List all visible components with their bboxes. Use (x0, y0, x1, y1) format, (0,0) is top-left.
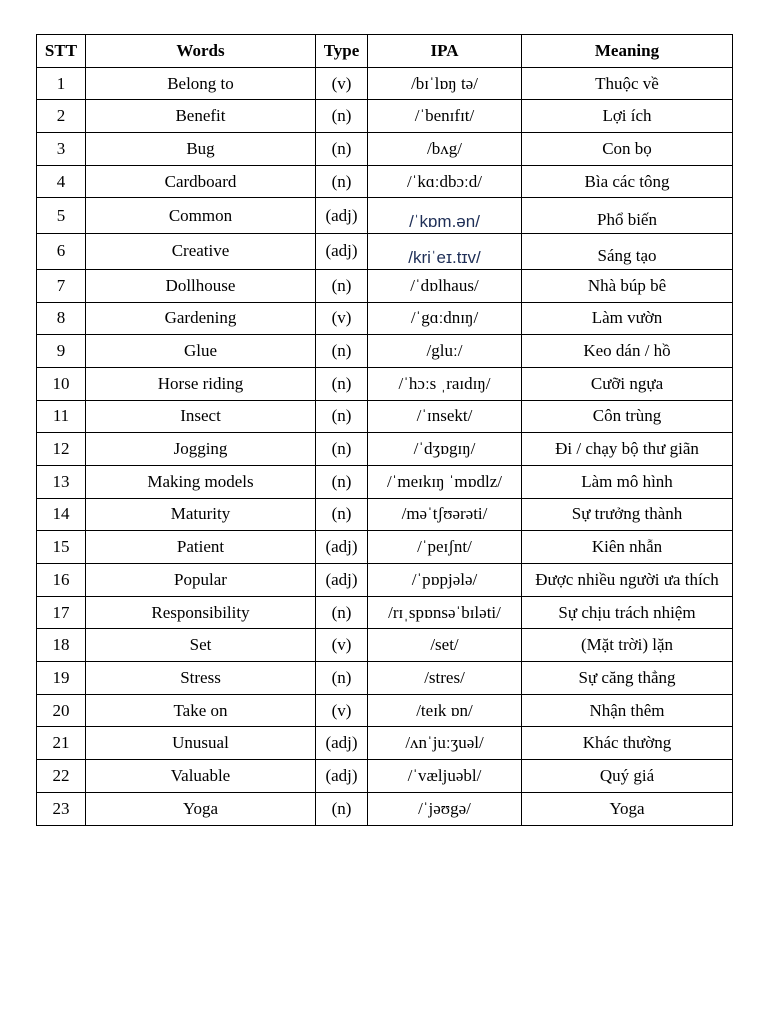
cell-type: (adj) (316, 564, 368, 597)
cell-meaning: Kiên nhẫn (522, 531, 733, 564)
cell-stt: 19 (37, 662, 86, 695)
cell-type: (adj) (316, 727, 368, 760)
table-row (37, 335, 733, 368)
cell-stt: 11 (37, 400, 86, 433)
cell-stt: 13 (37, 465, 86, 498)
cell-stt: 14 (37, 498, 86, 531)
cell-meaning: Quý giá (522, 760, 733, 793)
cell-ipa: /ˈmeɪkɪŋ ˈmɒdlz/ (368, 465, 522, 498)
cell-meaning: Nhận thêm (522, 694, 733, 727)
table-row (37, 531, 733, 564)
cell-type: (n) (316, 367, 368, 400)
cell-stt: 23 (37, 792, 86, 825)
cell-meaning: Bìa các tông (522, 165, 733, 198)
cell-word: Horse riding (86, 367, 316, 400)
cell-ipa: /ˈkɒm.ən/ (368, 198, 522, 234)
cell-word: Maturity (86, 498, 316, 531)
cell-meaning: Sự trưởng thành (522, 498, 733, 531)
cell-word: Unusual (86, 727, 316, 760)
cell-stt: 2 (37, 100, 86, 133)
cell-meaning: Nhà búp bê (522, 269, 733, 302)
cell-stt: 16 (37, 564, 86, 597)
cell-word: Valuable (86, 760, 316, 793)
header-ipa: IPA (368, 35, 522, 68)
cell-stt: 9 (37, 335, 86, 368)
header-words: Words (86, 35, 316, 68)
cell-ipa: /ˈkɑːdbɔːd/ (368, 165, 522, 198)
cell-word: Popular (86, 564, 316, 597)
cell-stt: 4 (37, 165, 86, 198)
cell-type: (n) (316, 465, 368, 498)
cell-meaning: Cưỡi ngựa (522, 367, 733, 400)
cell-stt: 21 (37, 727, 86, 760)
cell-ipa: /məˈtʃʊərəti/ (368, 498, 522, 531)
cell-type: (v) (316, 694, 368, 727)
cell-ipa: /ˈvæljuəbl/ (368, 760, 522, 793)
table-row (37, 792, 733, 825)
cell-type: (v) (316, 67, 368, 100)
cell-stt: 7 (37, 269, 86, 302)
cell-ipa: /gluː/ (368, 335, 522, 368)
cell-ipa: /ˈhɔːs ˌraɪdɪŋ/ (368, 367, 522, 400)
cell-type: (n) (316, 792, 368, 825)
cell-type: (n) (316, 662, 368, 695)
cell-word: Glue (86, 335, 316, 368)
cell-word: Cardboard (86, 165, 316, 198)
table-row (37, 234, 733, 270)
cell-meaning: Yoga (522, 792, 733, 825)
table-row (37, 269, 733, 302)
cell-meaning: (Mặt trời) lặn (522, 629, 733, 662)
cell-stt: 15 (37, 531, 86, 564)
cell-type: (adj) (316, 531, 368, 564)
cell-ipa: /ˈpɒpjələ/ (368, 564, 522, 597)
cell-type: (adj) (316, 198, 368, 234)
cell-ipa: /ˈbenɪfɪt/ (368, 100, 522, 133)
cell-ipa: /ˈdʒɒgɪŋ/ (368, 433, 522, 466)
cell-word: Responsibility (86, 596, 316, 629)
table-row (37, 498, 733, 531)
table-row (37, 465, 733, 498)
cell-stt: 20 (37, 694, 86, 727)
cell-word: Take on (86, 694, 316, 727)
cell-stt: 12 (37, 433, 86, 466)
cell-type: (v) (316, 629, 368, 662)
cell-type: (n) (316, 498, 368, 531)
cell-word: Yoga (86, 792, 316, 825)
cell-ipa: /ˈjəʊgə/ (368, 792, 522, 825)
cell-meaning: Keo dán / hồ (522, 335, 733, 368)
cell-stt: 18 (37, 629, 86, 662)
cell-type: (n) (316, 335, 368, 368)
cell-word: Patient (86, 531, 316, 564)
cell-ipa: /rɪˌspɒnsəˈbɪləti/ (368, 596, 522, 629)
cell-meaning: Sự chịu trách nhiệm (522, 596, 733, 629)
cell-meaning: Được nhiều người ưa thích (522, 564, 733, 597)
cell-ipa: /set/ (368, 629, 522, 662)
cell-word: Belong to (86, 67, 316, 100)
cell-type: (n) (316, 400, 368, 433)
cell-ipa: /teɪk ɒn/ (368, 694, 522, 727)
vocabulary-table (36, 34, 733, 826)
cell-type: (adj) (316, 234, 368, 270)
table-header-row (37, 35, 733, 68)
cell-type: (n) (316, 133, 368, 166)
cell-word: Dollhouse (86, 269, 316, 302)
cell-stt: 8 (37, 302, 86, 335)
cell-type: (n) (316, 269, 368, 302)
cell-stt: 5 (37, 198, 86, 234)
cell-word: Set (86, 629, 316, 662)
table-row (37, 760, 733, 793)
cell-word: Jogging (86, 433, 316, 466)
cell-meaning: Khác thường (522, 727, 733, 760)
cell-type: (n) (316, 165, 368, 198)
cell-ipa: /ˈgɑːdnɪŋ/ (368, 302, 522, 335)
header-meaning: Meaning (522, 35, 733, 68)
cell-word: Creative (86, 234, 316, 270)
cell-meaning: Đi / chạy bộ thư giãn (522, 433, 733, 466)
cell-word: Making models (86, 465, 316, 498)
table-row (37, 400, 733, 433)
table-row (37, 302, 733, 335)
cell-ipa: /ˈɪnsekt/ (368, 400, 522, 433)
table-row (37, 596, 733, 629)
table-row (37, 165, 733, 198)
cell-ipa: /ˈdɒlhaus/ (368, 269, 522, 302)
cell-type: (n) (316, 596, 368, 629)
cell-meaning: Sự căng thẳng (522, 662, 733, 695)
cell-type: (n) (316, 433, 368, 466)
cell-word: Insect (86, 400, 316, 433)
table-row (37, 133, 733, 166)
table-body (37, 67, 733, 825)
cell-meaning: Phổ biến (522, 198, 733, 234)
cell-ipa: /bʌg/ (368, 133, 522, 166)
cell-stt: 10 (37, 367, 86, 400)
cell-type: (n) (316, 100, 368, 133)
table-row (37, 662, 733, 695)
table-row (37, 564, 733, 597)
cell-ipa: /bɪˈlɒŋ tə/ (368, 67, 522, 100)
cell-meaning: Sáng tạo (522, 234, 733, 270)
cell-stt: 22 (37, 760, 86, 793)
cell-ipa: /kriˈeɪ.tɪv/ (368, 234, 522, 270)
table-row (37, 198, 733, 234)
table-row (37, 629, 733, 662)
cell-meaning: Côn trùng (522, 400, 733, 433)
cell-ipa: /ˈpeɪʃnt/ (368, 531, 522, 564)
cell-stt: 3 (37, 133, 86, 166)
table-row (37, 433, 733, 466)
cell-stt: 1 (37, 67, 86, 100)
cell-word: Common (86, 198, 316, 234)
cell-meaning: Làm vườn (522, 302, 733, 335)
cell-meaning: Con bọ (522, 133, 733, 166)
cell-ipa: /stres/ (368, 662, 522, 695)
cell-ipa: /ʌnˈjuːʒuəl/ (368, 727, 522, 760)
table-row (37, 367, 733, 400)
cell-meaning: Lợi ích (522, 100, 733, 133)
cell-type: (adj) (316, 760, 368, 793)
cell-meaning: Thuộc về (522, 67, 733, 100)
cell-stt: 6 (37, 234, 86, 270)
table-row (37, 694, 733, 727)
cell-meaning: Làm mô hình (522, 465, 733, 498)
header-type: Type (316, 35, 368, 68)
table-row (37, 100, 733, 133)
cell-word: Bug (86, 133, 316, 166)
table-row (37, 67, 733, 100)
table-row (37, 727, 733, 760)
header-stt: STT (37, 35, 86, 68)
cell-word: Stress (86, 662, 316, 695)
cell-stt: 17 (37, 596, 86, 629)
cell-type: (v) (316, 302, 368, 335)
cell-word: Gardening (86, 302, 316, 335)
cell-word: Benefit (86, 100, 316, 133)
